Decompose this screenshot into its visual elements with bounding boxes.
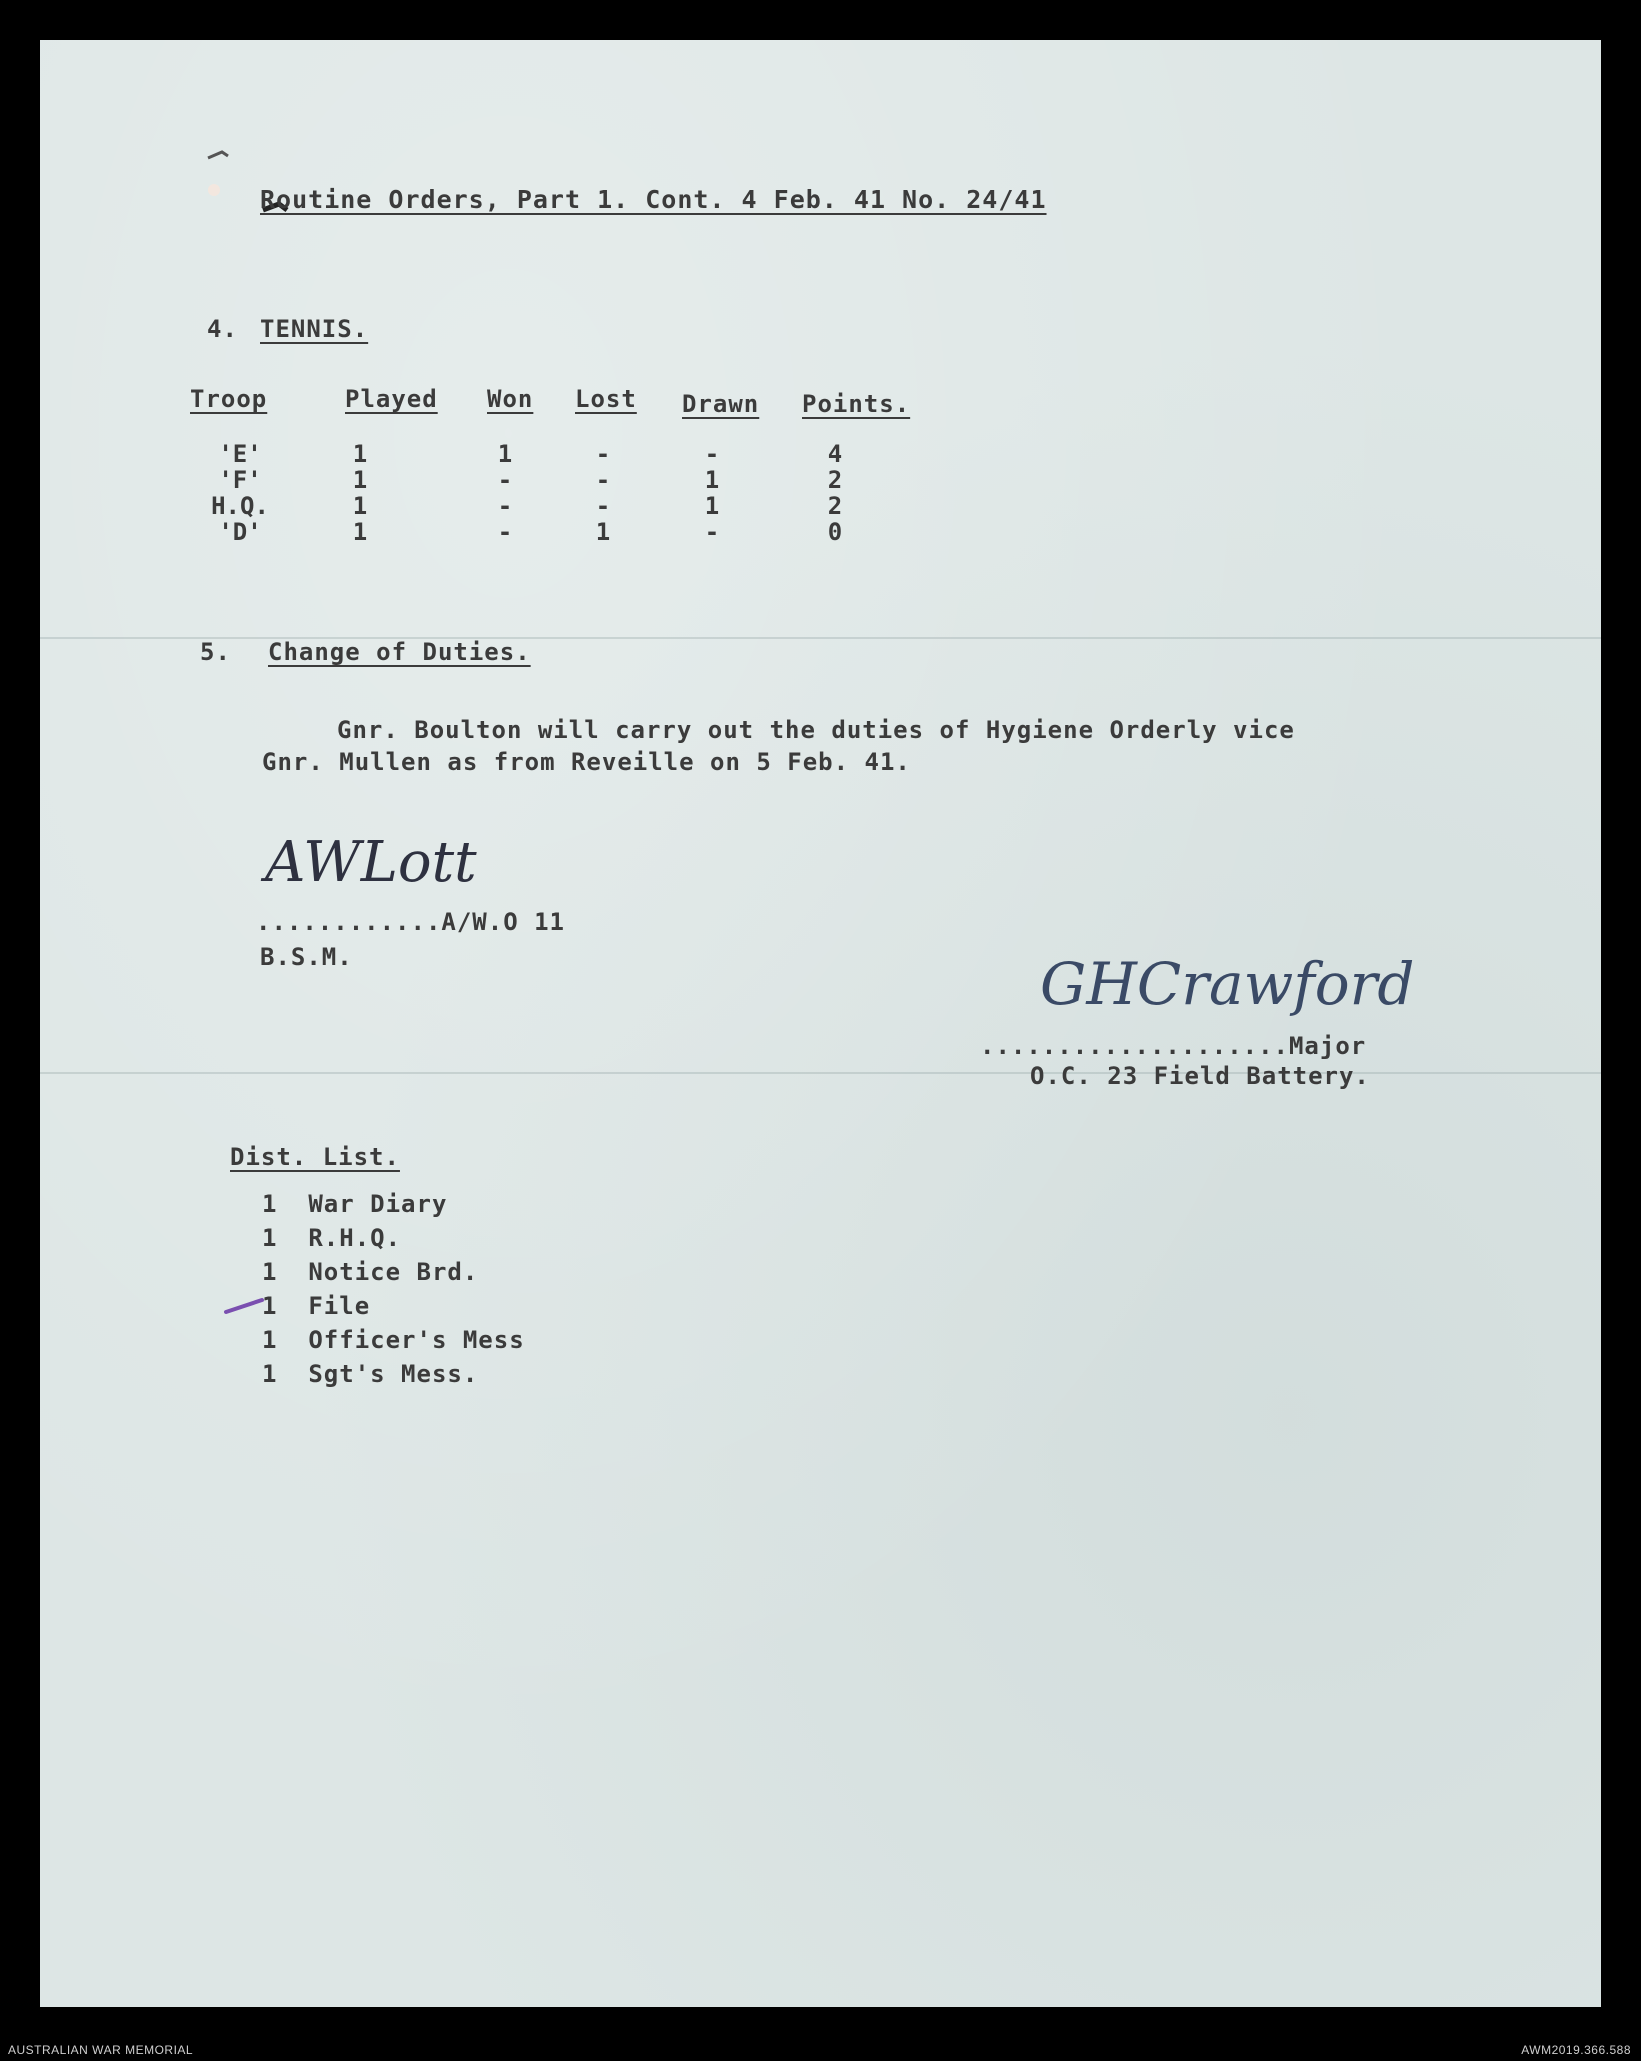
- table-cell: -: [497, 518, 513, 546]
- table-cell: 4: [827, 440, 843, 468]
- signature-left: AWLott: [265, 830, 477, 895]
- footer-credit: AUSTRALIAN WAR MEMORIAL: [8, 2043, 194, 2057]
- document-header: Routine Orders, Part 1. Cont. 4 Feb. 41 No. 24/41: [260, 185, 1047, 214]
- table-cell: -: [595, 466, 611, 494]
- section-title: Change of Duties.: [268, 638, 531, 666]
- signature-right-title: O.C. 23 Field Battery.: [1030, 1062, 1370, 1090]
- table-cell: 1: [497, 440, 513, 468]
- section-body: Gnr. Boulton will carry out the duties of Hygiene Orderly vice: [337, 716, 1295, 744]
- signature-right-line: ....................Major: [980, 1032, 1367, 1060]
- table-cell: 1: [595, 518, 611, 546]
- list-item: 1 File: [262, 1292, 371, 1320]
- signature-left-title: B.S.M.: [260, 943, 353, 971]
- column-header: Troop: [190, 385, 268, 413]
- table-cell: 1: [352, 492, 368, 520]
- table-cell: -: [704, 518, 720, 546]
- table-cell: -: [497, 492, 513, 520]
- table-cell: 1: [352, 518, 368, 546]
- table-cell: H.Q.: [211, 492, 269, 520]
- table-cell: 1: [352, 440, 368, 468]
- footer-accession: AWM2019.366.588: [1521, 2043, 1631, 2057]
- document-page: [40, 40, 1601, 2007]
- list-item: 1 Officer's Mess: [262, 1326, 525, 1354]
- table-cell: 'D': [218, 518, 262, 546]
- distribution-title: Dist. List.: [230, 1143, 400, 1171]
- column-header: Points.: [802, 390, 911, 418]
- table-cell: -: [704, 440, 720, 468]
- table-cell: -: [497, 466, 513, 494]
- list-item: 1 R.H.Q.: [262, 1224, 402, 1252]
- tick-mark: [222, 1290, 272, 1320]
- table-cell: 2: [827, 492, 843, 520]
- column-header: Drawn: [682, 390, 760, 418]
- section-title: TENNIS.: [260, 315, 369, 343]
- list-item: 1 Sgt's Mess.: [262, 1360, 479, 1388]
- list-item: 1 Notice Brd.: [262, 1258, 479, 1286]
- table-cell: 'F': [218, 466, 262, 494]
- table-cell: 0: [827, 518, 843, 546]
- section-body: Gnr. Mullen as from Reveille on 5 Feb. 41.: [262, 748, 911, 776]
- section-number: 4.: [207, 315, 238, 343]
- column-header: Won: [487, 385, 534, 413]
- table-cell: 1: [704, 492, 720, 520]
- table-cell: 1: [352, 466, 368, 494]
- table-cell: -: [595, 440, 611, 468]
- table-cell: 1: [704, 466, 720, 494]
- column-header: Lost: [575, 385, 637, 413]
- column-header: Played: [345, 385, 438, 413]
- section-number: 5.: [200, 638, 231, 666]
- signature-left-line: ............A/W.O 11: [256, 908, 565, 936]
- table-cell: -: [595, 492, 611, 520]
- table-cell: 'E': [218, 440, 262, 468]
- table-cell: 2: [827, 466, 843, 494]
- signature-right: GHCrawford: [1040, 950, 1415, 1018]
- list-item: 1 War Diary: [262, 1190, 448, 1218]
